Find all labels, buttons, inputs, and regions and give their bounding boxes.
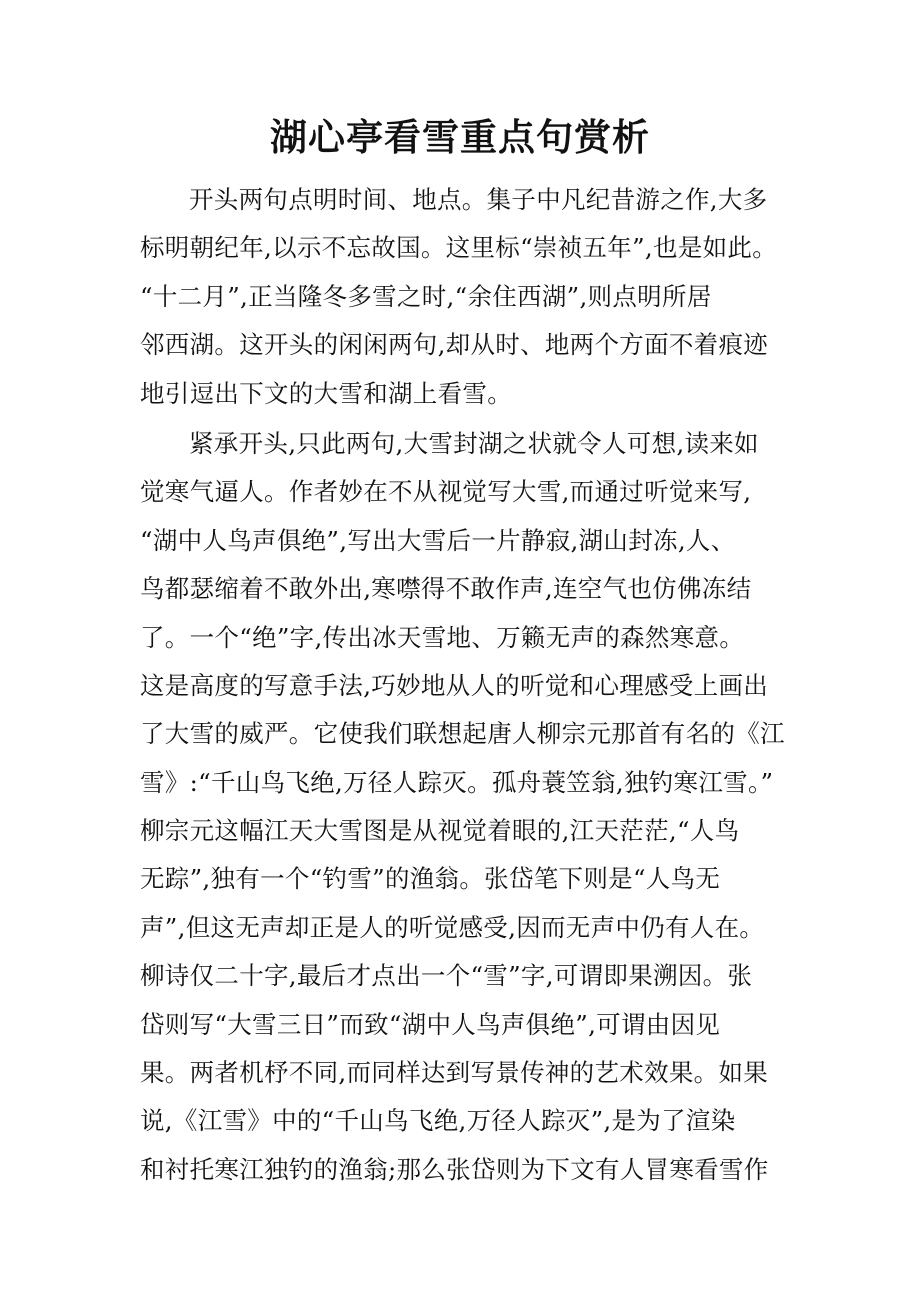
text-line: 了大雪的威严。它使我们联想起唐人柳宗元那首有名的《江: [140, 719, 785, 749]
paragraph-1: [140, 176, 800, 418]
text-line: “湖中人鸟声俱绝”,写出大雪后一片静寂,湖山封冻,人、: [140, 525, 736, 555]
text-line: 说,《江雪》中的“千山鸟飞绝,万径人踪灭”,是为了渲染: [140, 1106, 736, 1136]
article-body: [140, 176, 800, 1194]
text-line: 岱则写“大雪三日”而致“湖中人鸟声俱绝”,可谓由因见: [140, 1009, 721, 1039]
text-line: 这是高度的写意手法,巧妙地从人的听觉和心理感受上画出: [140, 670, 769, 700]
text-line: 柳宗元这幅江天大雪图是从视觉着眼的,江天茫茫,“人鸟: [140, 816, 740, 846]
text-line: 觉寒气逼人。作者妙在不从视觉写大雪,而通过听觉来写,: [140, 477, 752, 507]
text-line: 声”,但这无声却正是人的听觉感受,因而无声中仍有人在。: [140, 912, 765, 942]
text-line: 雪》:“千山鸟飞绝,万径人踪灭。孤舟蓑笠翁,独钓寒江雪。”: [140, 767, 774, 797]
text-line: 和衬托寒江独钓的渔翁;那么张岱则为下文有人冒寒看雪作: [140, 1154, 769, 1184]
text-line: 柳诗仅二十字,最后才点出一个“雪”字,可谓即果溯因。张: [140, 961, 753, 991]
text-line: 地引逗出下文的大雪和湖上看雪。: [140, 378, 512, 408]
page-title: 湖心亭看雪重点句赏析: [270, 116, 650, 159]
text-line: “十二月”,正当隆冬多雪之时,“余住西湖”,则点明所居: [140, 281, 712, 311]
text-line: 邻西湖。这开头的闲闲两句,却从时、地两个方面不着痕迹: [140, 330, 769, 360]
text-line: 标明朝纪年,以示不忘故国。这里标“崇祯五年”,也是如此。: [140, 233, 778, 263]
text-line: 鸟都瑟缩着不敢外出,寒噤得不敢作声,连空气也仿佛冻结: [140, 574, 752, 604]
text-line: 果。两者机杼不同,而同样达到写景传神的艺术效果。如果: [140, 1058, 769, 1088]
text-line: 开头两句点明时间、地点。集子中凡纪昔游之作,大多: [189, 185, 768, 214]
text-line: 了。一个“绝”字,传出冰天雪地、万籁无声的森然寒意。: [140, 622, 745, 652]
paragraph-2: [140, 420, 800, 1194]
text-line: 紧承开头,只此两句,大雪封湖之状就令人可想,读来如: [189, 428, 759, 458]
text-line: 无踪”,独有一个“钓雪”的渔翁。张岱笔下则是“人鸟无: [140, 864, 721, 894]
